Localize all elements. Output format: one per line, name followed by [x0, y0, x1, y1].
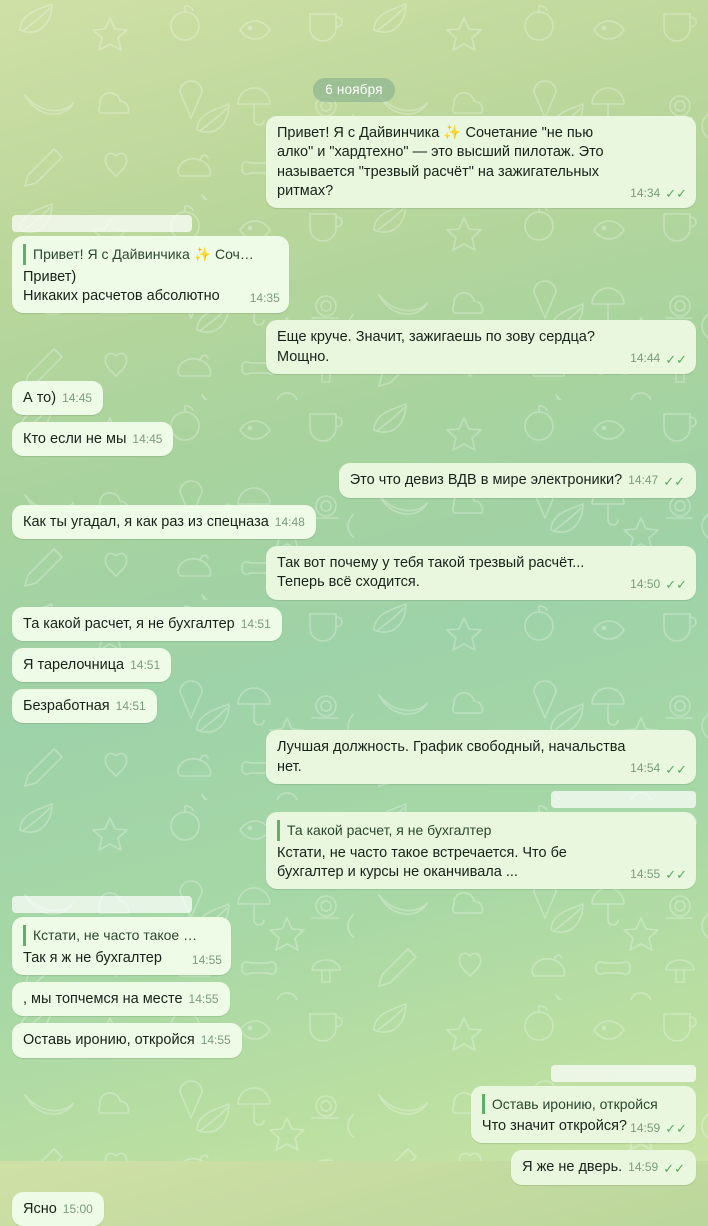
- message-meta: [630, 185, 687, 202]
- message-text: Оставь иронию, откройся: [23, 1032, 195, 1049]
- message-row: [12, 982, 696, 1016]
- message-row: [12, 381, 696, 415]
- message-row: [12, 422, 696, 456]
- message-stack: [12, 982, 230, 1016]
- message-meta: [275, 515, 305, 531]
- message-row: [12, 505, 696, 539]
- message-text: Привет) Никаких расчетов абсолютно: [23, 268, 220, 305]
- read-receipt-icon: ✓✓: [665, 761, 687, 777]
- redacted-sender-strip: [551, 1065, 696, 1082]
- message-text: Я же не дверь.: [522, 1159, 623, 1176]
- quoted-message[interactable]: Привет! Я с Дайвинчика ✨ Соч…: [23, 244, 273, 265]
- message-bubble[interactable]: [471, 1086, 696, 1144]
- message-stack: [12, 689, 157, 723]
- message-meta: [630, 351, 687, 368]
- message-timestamp: 14:35: [249, 291, 280, 306]
- message-text: Ясно: [23, 1200, 57, 1217]
- read-receipt-icon: ✓✓: [665, 1121, 687, 1137]
- message-meta: [132, 432, 162, 448]
- quoted-message[interactable]: Оставь иронию, откройся: [482, 1094, 685, 1115]
- message-meta: [630, 576, 687, 593]
- message-bubble[interactable]: [339, 463, 696, 497]
- message-text: Кто если не мы: [23, 431, 127, 448]
- message-bubble[interactable]: [12, 648, 171, 682]
- read-receipt-icon: ✓✓: [663, 1160, 685, 1176]
- message-meta: [130, 658, 160, 674]
- message-text: А то): [23, 389, 57, 406]
- message-timestamp: 14:59: [630, 1120, 661, 1135]
- message-text: Та какой расчет, я не бухгалтер: [23, 615, 235, 632]
- message-bubble[interactable]: [12, 689, 157, 723]
- message-stack: [12, 381, 103, 415]
- message-stack: [471, 1065, 696, 1144]
- read-receipt-icon: ✓✓: [665, 351, 687, 367]
- message-meta: [628, 1160, 685, 1177]
- message-timestamp: 14:51: [130, 657, 161, 672]
- message-row: [12, 730, 696, 784]
- message-stack: [12, 215, 289, 313]
- message-timestamp: 15:00: [62, 1201, 93, 1216]
- message-row: [12, 320, 696, 374]
- message-row: [12, 116, 696, 208]
- message-text: Я тарелочница: [23, 656, 125, 673]
- message-text: Так я ж не бухгалтер: [23, 949, 162, 966]
- message-stack: [339, 463, 696, 497]
- message-bubble[interactable]: [12, 607, 282, 641]
- message-row: [12, 1065, 696, 1144]
- message-stack: [511, 1150, 696, 1184]
- message-timestamp: 14:47: [628, 473, 659, 488]
- message-bubble[interactable]: [12, 1023, 242, 1057]
- message-stack: [266, 730, 696, 784]
- message-meta: [628, 473, 685, 490]
- message-meta: [250, 291, 280, 307]
- message-stack: [12, 607, 282, 641]
- message-text: Что значит откройся?: [481, 1118, 627, 1135]
- message-meta: [241, 617, 271, 633]
- read-receipt-icon: ✓✓: [665, 577, 687, 593]
- message-row: [12, 689, 696, 723]
- message-stack: [266, 791, 696, 889]
- message-bubble[interactable]: [266, 730, 696, 784]
- date-divider-row: [12, 78, 696, 102]
- message-bubble[interactable]: [266, 116, 696, 208]
- message-timestamp: 14:55: [200, 1033, 231, 1048]
- message-stack: [12, 505, 316, 539]
- message-timestamp: 14:54: [630, 761, 661, 776]
- read-receipt-icon: ✓✓: [665, 866, 687, 882]
- message-bubble[interactable]: [12, 381, 103, 415]
- message-timestamp: 14:34: [630, 185, 661, 200]
- message-timestamp: 14:55: [188, 992, 219, 1007]
- redacted-sender-strip: [12, 215, 192, 232]
- message-row: [12, 215, 696, 313]
- message-stack: [266, 116, 696, 208]
- message-text: Еще круче. Значит, зажигаешь по зову сердца? Мощно.: [277, 329, 595, 365]
- message-text: Кстати, не часто такое встречается. Что бе бухгалтер и курсы не оканчивала ...: [277, 844, 567, 880]
- message-bubble[interactable]: [12, 422, 173, 456]
- message-bubble[interactable]: [266, 320, 696, 374]
- quoted-message[interactable]: Та какой расчет, я не бухгалтер: [277, 820, 677, 841]
- message-meta: [630, 1120, 687, 1137]
- message-text: Лучшая должность. График свободный, начальства нет.: [277, 739, 626, 775]
- message-timestamp: 14:50: [630, 576, 661, 591]
- redacted-sender-strip: [12, 896, 192, 913]
- message-row: [12, 607, 696, 641]
- redacted-sender-strip: [551, 791, 696, 808]
- message-bubble[interactable]: [266, 546, 696, 600]
- message-row: [12, 1192, 696, 1226]
- message-timestamp: 14:45: [132, 432, 163, 447]
- message-stack: [12, 1023, 242, 1057]
- message-row: [12, 791, 696, 889]
- read-receipt-icon: ✓✓: [663, 473, 685, 489]
- message-timestamp: 14:44: [630, 351, 661, 366]
- message-meta: [201, 1033, 231, 1049]
- message-stack: [12, 422, 173, 456]
- message-stack: [266, 320, 696, 374]
- message-meta: [189, 992, 219, 1008]
- message-row: [12, 546, 696, 600]
- message-row: [12, 463, 696, 497]
- message-bubble[interactable]: [12, 505, 316, 539]
- message-stack: [12, 1192, 104, 1226]
- message-bubble[interactable]: [12, 1192, 104, 1226]
- message-timestamp: 14:55: [191, 953, 222, 968]
- message-timestamp: 14:59: [628, 1160, 659, 1175]
- message-meta: [62, 391, 92, 407]
- message-text: Так вот почему у тебя такой трезвый расчёт... Теперь всё сходится.: [277, 554, 585, 591]
- message-row: [12, 648, 696, 682]
- quoted-message[interactable]: Кстати, не часто такое …: [23, 925, 220, 946]
- message-bubble[interactable]: [12, 982, 230, 1016]
- message-meta: [63, 1202, 93, 1218]
- message-row: [12, 896, 696, 975]
- message-meta: [630, 866, 687, 883]
- message-meta: [116, 699, 146, 715]
- message-text: Как ты угадал, я как раз из спецназа: [23, 513, 269, 530]
- message-bubble[interactable]: [266, 812, 696, 889]
- message-timestamp: 14:48: [274, 514, 305, 529]
- message-meta: [630, 761, 687, 778]
- read-receipt-icon: ✓✓: [665, 185, 687, 201]
- message-text: Безработная: [23, 698, 110, 715]
- message-row: [12, 1150, 696, 1184]
- message-stack: [12, 648, 171, 682]
- message-text: Это что девиз ВДВ в мире электроники?: [349, 472, 623, 489]
- message-bubble[interactable]: [511, 1150, 696, 1184]
- message-timestamp: 14:51: [240, 616, 271, 631]
- message-bubble[interactable]: [12, 236, 289, 313]
- message-timestamp: 14:51: [115, 699, 146, 714]
- message-text: , мы топчемся на месте: [23, 991, 183, 1008]
- message-bubble[interactable]: [12, 917, 231, 975]
- message-stack: [12, 896, 231, 975]
- message-timestamp: 14:45: [62, 390, 93, 405]
- message-stack: [266, 546, 696, 600]
- message-meta: [192, 953, 222, 969]
- message-text: Привет! Я с Дайвинчика ✨ Сочетание "не пью алко" и "хардтехно" — это высший пилотаж. Это называется "трезвый расчёт" на зажигательных ритмах?: [277, 125, 604, 199]
- message-row: [12, 1023, 696, 1057]
- message-timestamp: 14:55: [630, 866, 661, 881]
- date-divider: 6 ноября: [313, 78, 395, 102]
